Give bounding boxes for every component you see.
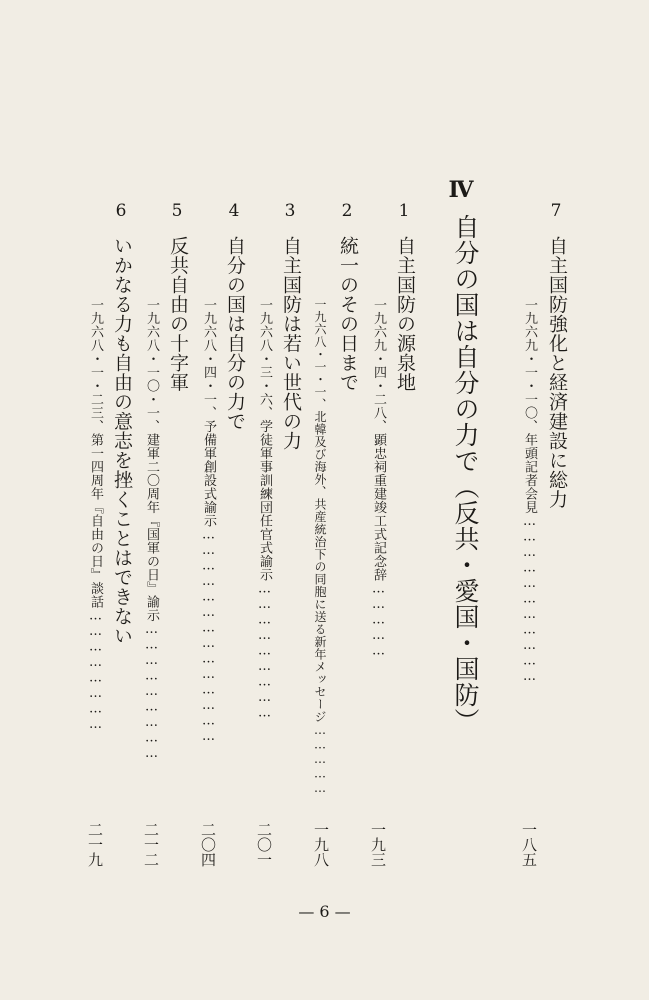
entry-number: 5 bbox=[171, 201, 183, 221]
entry-title: 自主国防強化と経済建設に総力 bbox=[546, 236, 568, 509]
entry-subtitle: 一九六八・三・六、学徒軍事訓練団任官式諭示……………………… bbox=[257, 298, 272, 721]
entry-subtitle: 一九六八・四・一、予備軍創設式諭示…………………………………… bbox=[201, 298, 216, 745]
entry-number: 4 bbox=[228, 201, 240, 221]
entry-number: 2 bbox=[341, 201, 353, 221]
entry-page-number: 二一二 bbox=[142, 822, 160, 867]
entry-title: 反共自由の十字軍 bbox=[167, 236, 189, 392]
entry-title: いかなる力も自由の意志を挫くことはできない bbox=[111, 236, 133, 646]
entry-page-number: 一八五 bbox=[520, 822, 538, 867]
entry-subtitle: 一九六九・一・一〇、年頭記者会見…………………………… bbox=[522, 298, 537, 685]
entry-page-number: 二〇四 bbox=[199, 822, 217, 867]
entry-subtitle: 一九六八・一・二三、第一四周年『自由の日』談話…………………… bbox=[88, 298, 103, 733]
entry-title: 自主国防の源泉地 bbox=[394, 236, 416, 392]
entry-title: 統一のその日まで bbox=[337, 236, 359, 392]
entry-subtitle: 一九六八・一〇・一、建軍二〇周年『国軍の日』諭示……………………… bbox=[144, 298, 159, 762]
entry-page-number: 一九三 bbox=[369, 822, 387, 867]
entry-page-number: 二〇一 bbox=[255, 822, 273, 867]
entry-subtitle: 一九六九・四・二八、顕忠祠重建竣工式記念辞…………… bbox=[371, 298, 386, 659]
entry-page-number: 一九八 bbox=[312, 822, 330, 867]
entry-number: 3 bbox=[284, 201, 296, 221]
entry-number: 1 bbox=[398, 201, 410, 221]
entry-subtitle: 一九六八・一・一、北韓及び海外、共産統治下の同胞に送る新年メッセージ…………… bbox=[313, 298, 327, 796]
entry-number: 7 bbox=[550, 201, 562, 221]
section-title: 自分の国は自分の力で（反共・愛国・国防） bbox=[451, 214, 480, 734]
entry-page-number: 二一九 bbox=[86, 822, 104, 867]
page-number: — 6 — bbox=[298, 902, 351, 921]
entry-title: 自主国防は若い世代の力 bbox=[280, 236, 302, 451]
entry-number: 6 bbox=[115, 201, 127, 221]
entry-title: 自分の国は自分の力で bbox=[224, 236, 246, 431]
section-numeral: Ⅳ bbox=[448, 177, 474, 203]
